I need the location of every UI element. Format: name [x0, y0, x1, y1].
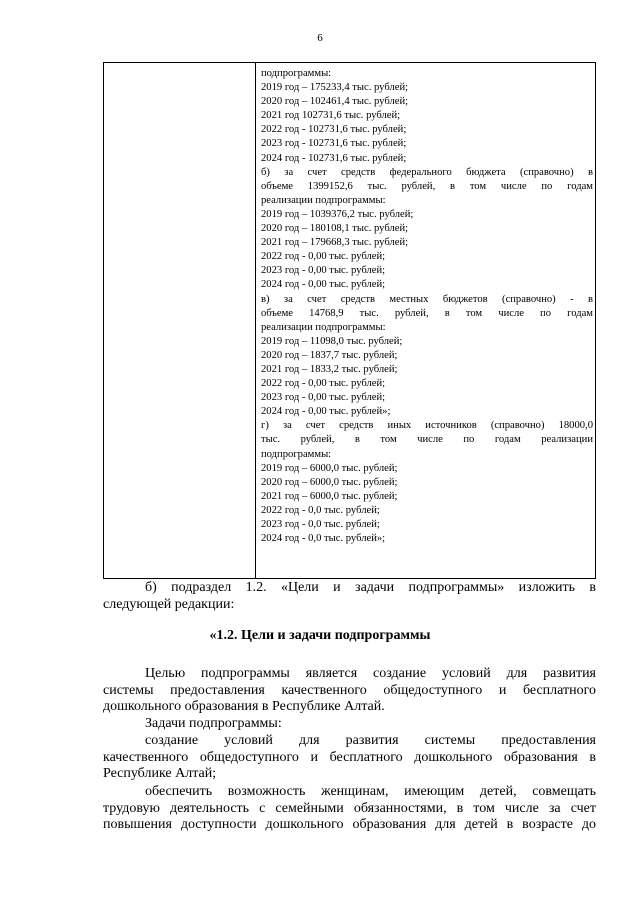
text-line: б) подраздел 1.2. «Цели и задачи подпрограммы» изложить в [145, 580, 596, 595]
funding-line: 2022 год - 102731,6 тыс. рублей; [261, 124, 407, 136]
funding-line: 2024 год - 102731,6 тыс. рублей; [261, 152, 407, 164]
task-paragraph [103, 733, 596, 783]
amendment-paragraph [103, 580, 596, 613]
funding-line: 2022 год - 0,00 тыс. рублей; [261, 251, 386, 263]
goal-paragraph [103, 666, 596, 716]
text-line: Целью подпрограммы является создание условий для развития [145, 666, 596, 681]
funding-line: б) за счет средств федерального бюджета (справочно) в [261, 166, 593, 178]
text-line: трудовую деятельность с семейными обязанностями, в том числе за счет [103, 800, 596, 816]
funding-line: 2021 год – 6000,0 тыс. рублей; [261, 490, 398, 502]
funding-line: реализации подпрограммы: [261, 194, 386, 206]
text-line: следующей редакции: [103, 596, 235, 612]
table-left-cell [104, 63, 256, 578]
funding-line: 2021 год 102731,6 тыс. рублей; [261, 110, 401, 122]
funding-line: 2020 год – 1837,7 тыс. рублей; [261, 349, 398, 361]
section-heading: «1.2. Цели и задачи подпрограммы [209, 628, 431, 643]
text-line: Республике Алтай; [103, 766, 217, 781]
text-line: Задачи подпрограммы: [145, 716, 282, 731]
funding-line: 2019 год – 11098,0 тыс. рублей; [261, 335, 403, 347]
funding-table [103, 62, 596, 579]
tasks-heading [103, 716, 596, 733]
text-line: обеспечить возможность женщинам, имеющим детей, совмещать [145, 784, 596, 799]
funding-line: 2022 год - 0,00 тыс. рублей; [261, 378, 386, 390]
table-right-cell [261, 67, 593, 546]
funding-line: 2020 год – 6000,0 тыс. рублей; [261, 476, 398, 488]
funding-line: 2019 год – 175233,4 тыс. рублей; [261, 82, 409, 94]
funding-line: в) за счет средств местных бюджетов (справочно) - в [261, 293, 593, 305]
funding-line: 2023 год - 0,00 тыс. рублей; [261, 392, 386, 404]
funding-line: 2024 год - 0,00 тыс. рублей»; [261, 406, 391, 418]
funding-line: 2021 год – 1833,2 тыс. рублей; [261, 363, 398, 375]
text-line: дошкольного образования в Республике Алтай. [103, 699, 385, 714]
funding-line: подпрограммы: [261, 448, 332, 460]
funding-line: 2023 год - 0,0 тыс. рублей; [261, 519, 380, 530]
text-line: создание условий для развития системы предоставления [145, 733, 596, 748]
funding-line: 2019 год – 1039376,2 тыс. рублей; [261, 208, 414, 220]
funding-line: объеме 1399152,6 тыс. рублей, в том числе по годам [261, 180, 593, 192]
text-line: системы предоставления качественного общедоступного и бесплатного [103, 682, 596, 698]
funding-line: 2024 год - 0,00 тыс. рублей; [261, 279, 386, 291]
funding-line: 2023 год - 102731,6 тыс. рублей; [261, 138, 407, 150]
funding-line: подпрограммы: [261, 68, 332, 79]
task-paragraph [103, 784, 596, 834]
funding-line: 2022 год - 0,0 тыс. рублей; [261, 504, 380, 516]
text-line: качественного общедоступного и бесплатного дошкольного образования в [103, 749, 596, 765]
page-number: 6 [317, 32, 323, 44]
funding-line: реализации подпрограммы: [261, 321, 386, 333]
text-line: повышения доступности дошкольного образования для детей в возрасте до [103, 817, 596, 832]
funding-line: объеме 14768,9 тыс. рублей, в том числе по годам [261, 307, 593, 319]
funding-line: 2020 год – 180108,1 тыс. рублей; [261, 223, 409, 235]
funding-line: 2023 год - 0,00 тыс. рублей; [261, 265, 386, 277]
funding-line: 2020 год – 102461,4 тыс. рублей; [261, 96, 409, 108]
funding-line: 2019 год – 6000,0 тыс. рублей; [261, 462, 398, 474]
funding-line: 2021 год – 179668,3 тыс. рублей; [261, 237, 409, 249]
funding-line: 2024 год - 0,0 тыс. рублей»; [261, 533, 386, 545]
funding-line: тыс. рублей, в том числе по годам реализации [261, 434, 593, 446]
funding-line: г) за счет средств иных источников (справочно) 18000,0 [261, 420, 593, 432]
